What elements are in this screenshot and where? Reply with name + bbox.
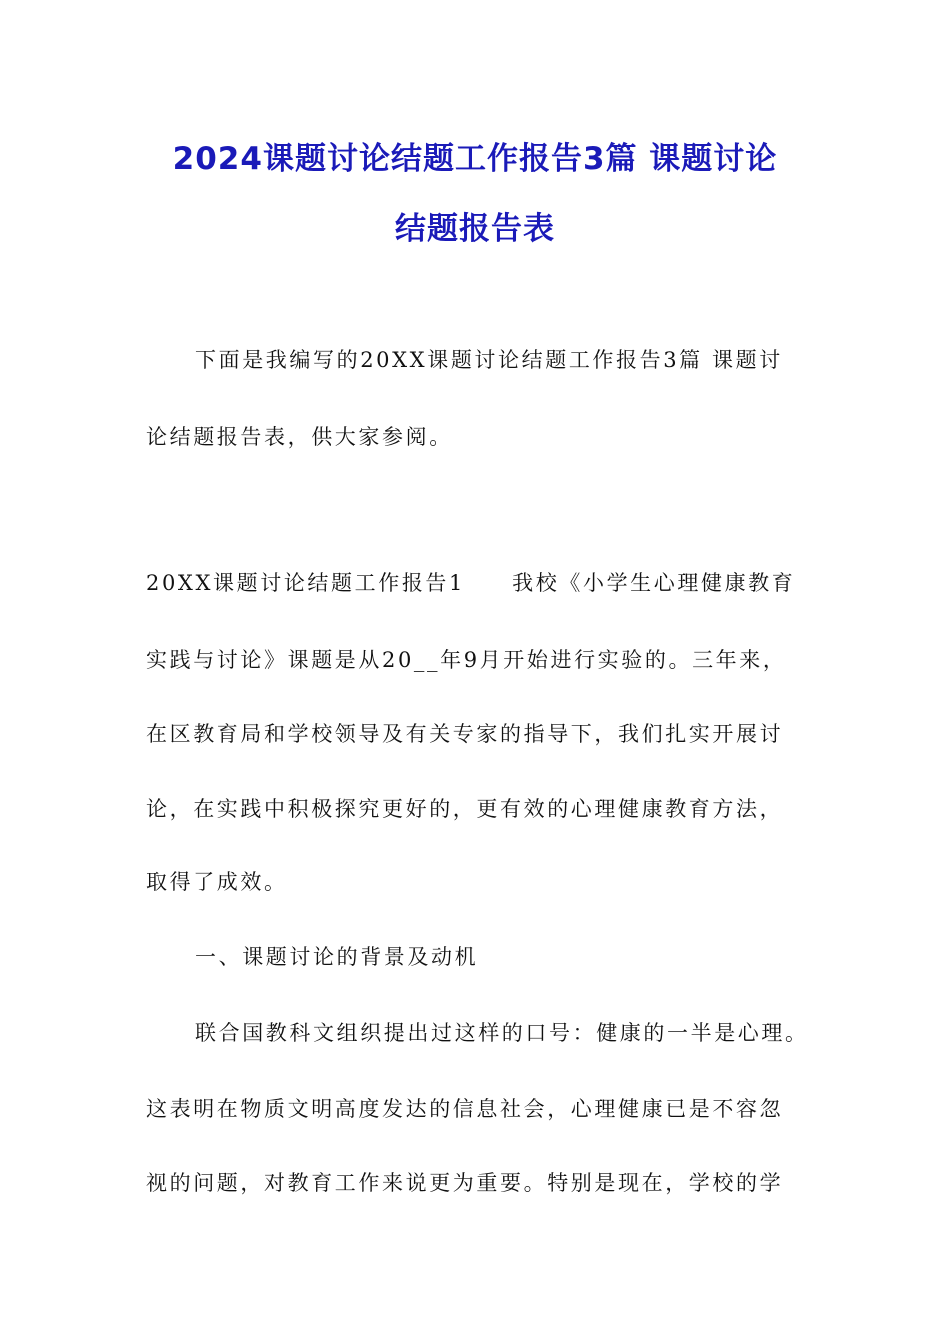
report-paragraph-line-1: 20XX课题讨论结题工作报告1 我校《小学生心理健康教育	[146, 571, 796, 595]
intro-paragraph-line-1: 下面是我编写的20XX课题讨论结题工作报告3篇 课题讨	[195, 348, 783, 372]
report-paragraph-line-2: 实践与讨论》课题是从20__年9月开始进行实验的。三年来，	[146, 648, 787, 672]
intro-paragraph-line-2: 论结题报告表，供大家参阅。	[146, 425, 453, 449]
document-title-line-2: 结题报告表	[395, 211, 555, 247]
report-paragraph-line-3: 在区教育局和学校领导及有关专家的指导下，我们扎实开展讨	[146, 722, 784, 746]
background-paragraph-line-3: 视的问题，对教育工作来说更为重要。特别是现在，学校的学	[146, 1171, 784, 1195]
report-paragraph-line-5: 取得了成效。	[146, 870, 288, 894]
document-title-line-1: 2024课题讨论结题工作报告3篇 课题讨论	[172, 141, 778, 177]
background-paragraph-line-1: 联合国教科文组织提出过这样的口号：健康的一半是心理。	[195, 1021, 809, 1045]
report-paragraph-line-4: 论，在实践中积极探究更好的，更有效的心理健康教育方法，	[146, 797, 784, 821]
section-heading-1: 一、课题讨论的背景及动机	[195, 945, 479, 969]
background-paragraph-line-2: 这表明在物质文明高度发达的信息社会，心理健康已是不容忽	[146, 1097, 784, 1121]
